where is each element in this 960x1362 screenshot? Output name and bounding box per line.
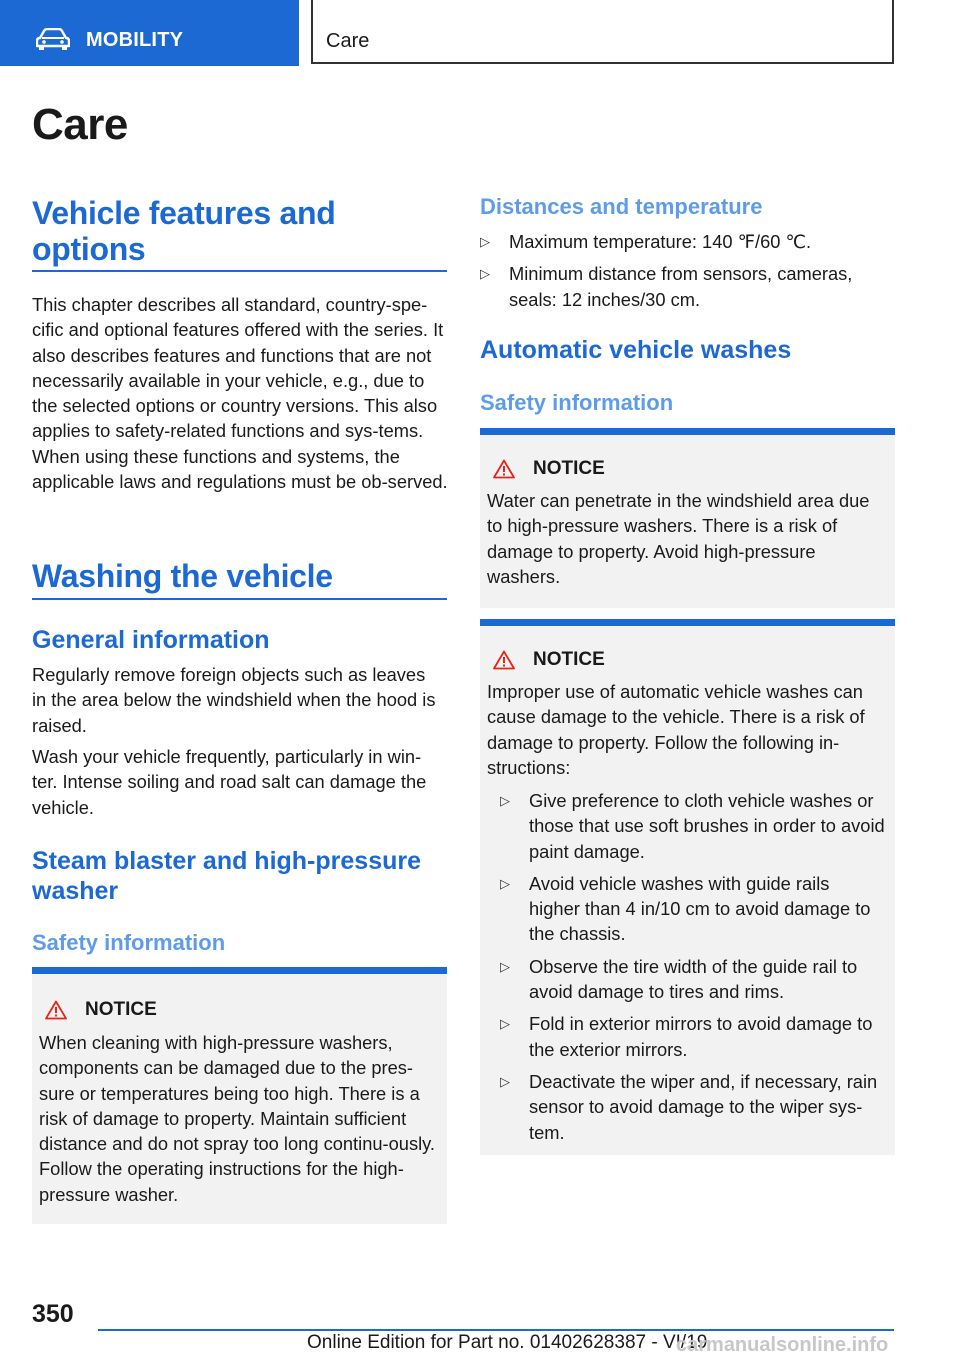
distance-list	[480, 229, 892, 319]
watermark: carmanualsonline.info	[676, 1334, 889, 1356]
notice-text: Improper use of automatic vehicle washes can cause damage to the vehicle. There is a risk of damage to property. Follow the following in-structions:	[487, 681, 865, 778]
footer-divider	[98, 1329, 894, 1331]
chapter-tab-label: Care	[326, 30, 370, 52]
notice-box	[480, 428, 895, 608]
page-number: 350	[32, 1300, 74, 1328]
heading-washing: Washing the vehicle	[32, 558, 333, 594]
page-title: Care	[32, 100, 128, 149]
warning-icon	[45, 1000, 67, 1020]
list-item: ▷ Deactivate the wiper and, if necessary, rain sensor to avoid damage to the wiper sys-tem.	[500, 1070, 878, 1143]
heading-general-information: General information	[32, 626, 270, 654]
section-tab-mobility[interactable]	[0, 0, 299, 66]
list-item: ▷ Give preference to cloth vehicle washes or those that use soft brushes in order to avoid paint damage.	[500, 790, 885, 862]
notice-text: Water can penetrate in the windshield area due to high-pressure washers. There is a risk of damage to property. Avoid high-pressure washers.	[487, 490, 870, 587]
notice-box	[32, 967, 447, 1224]
divider	[32, 598, 447, 600]
heading-vehicle-features: Vehicle features and options	[32, 195, 336, 267]
divider	[32, 270, 447, 272]
notice-text: When cleaning with high-pressure washers, components can be damaged due to the pres-sure or temperatures being too high. There is a risk of damage to property. Maintain sufficient distance and do not spray too long continu-ously. Follow the operating instructions for the high-pressure washer.	[39, 1032, 436, 1205]
notice-title: NOTICE	[85, 999, 157, 1020]
heading-safety-information: Safety information	[32, 930, 226, 955]
instructions-list	[500, 788, 885, 1152]
vehicle-features-text: This chapter describes all standard, country-spe-cific and optional features offered with the series. It also describes features and functions that are not necessarily available in your vehicle, e.g., due to the selected options or country versions. This also applies to safety-related functions and sys-tems. When using these functions and systems, the applicable laws and regulations must be ob-served.	[32, 294, 448, 493]
section-label: MOBILITY	[86, 29, 184, 51]
list-item: ▷ Observe the tire width of the guide rail to avoid damage to tires and rims.	[500, 955, 858, 1003]
notice-title: NOTICE	[533, 458, 605, 479]
chapter-tab[interactable]	[311, 0, 894, 64]
list-item: ▷ Minimum distance from sensors, cameras, seals: 12 inches/30 cm.	[480, 263, 853, 310]
notice-box	[480, 619, 895, 1155]
heading-distances-temperature: Distances and temperature	[480, 194, 763, 219]
list-item: ▷ Avoid vehicle washes with guide rails higher than 4 in/10 cm to avoid damage to the chassis.	[500, 872, 871, 945]
heading-automatic-washes: Automatic vehicle washes	[480, 336, 792, 364]
notice-title: NOTICE	[533, 649, 605, 670]
heading-safety-information: Safety information	[480, 390, 674, 415]
list-item: ▷ Fold in exterior mirrors to avoid damage to the exterior mirrors.	[500, 1013, 873, 1060]
edition-text: Online Edition for Part no. 01402628387 - VI/19	[307, 1332, 708, 1353]
general-paragraph-1: Regularly remove foreign objects such as leaves in the area below the windshield when the hood is raised.	[32, 664, 436, 736]
heading-steam-blaster: Steam blaster and high-pressure washer	[32, 847, 422, 905]
car-icon	[36, 28, 70, 55]
list-item: ▷ Maximum temperature: 140 ℉/60 ℃.	[480, 231, 812, 252]
warning-icon	[493, 650, 515, 670]
general-paragraph-2: Wash your vehicle frequently, particularly in win-ter. Intense soiling and road salt can damage the vehicle.	[32, 746, 427, 818]
warning-icon	[493, 459, 515, 479]
